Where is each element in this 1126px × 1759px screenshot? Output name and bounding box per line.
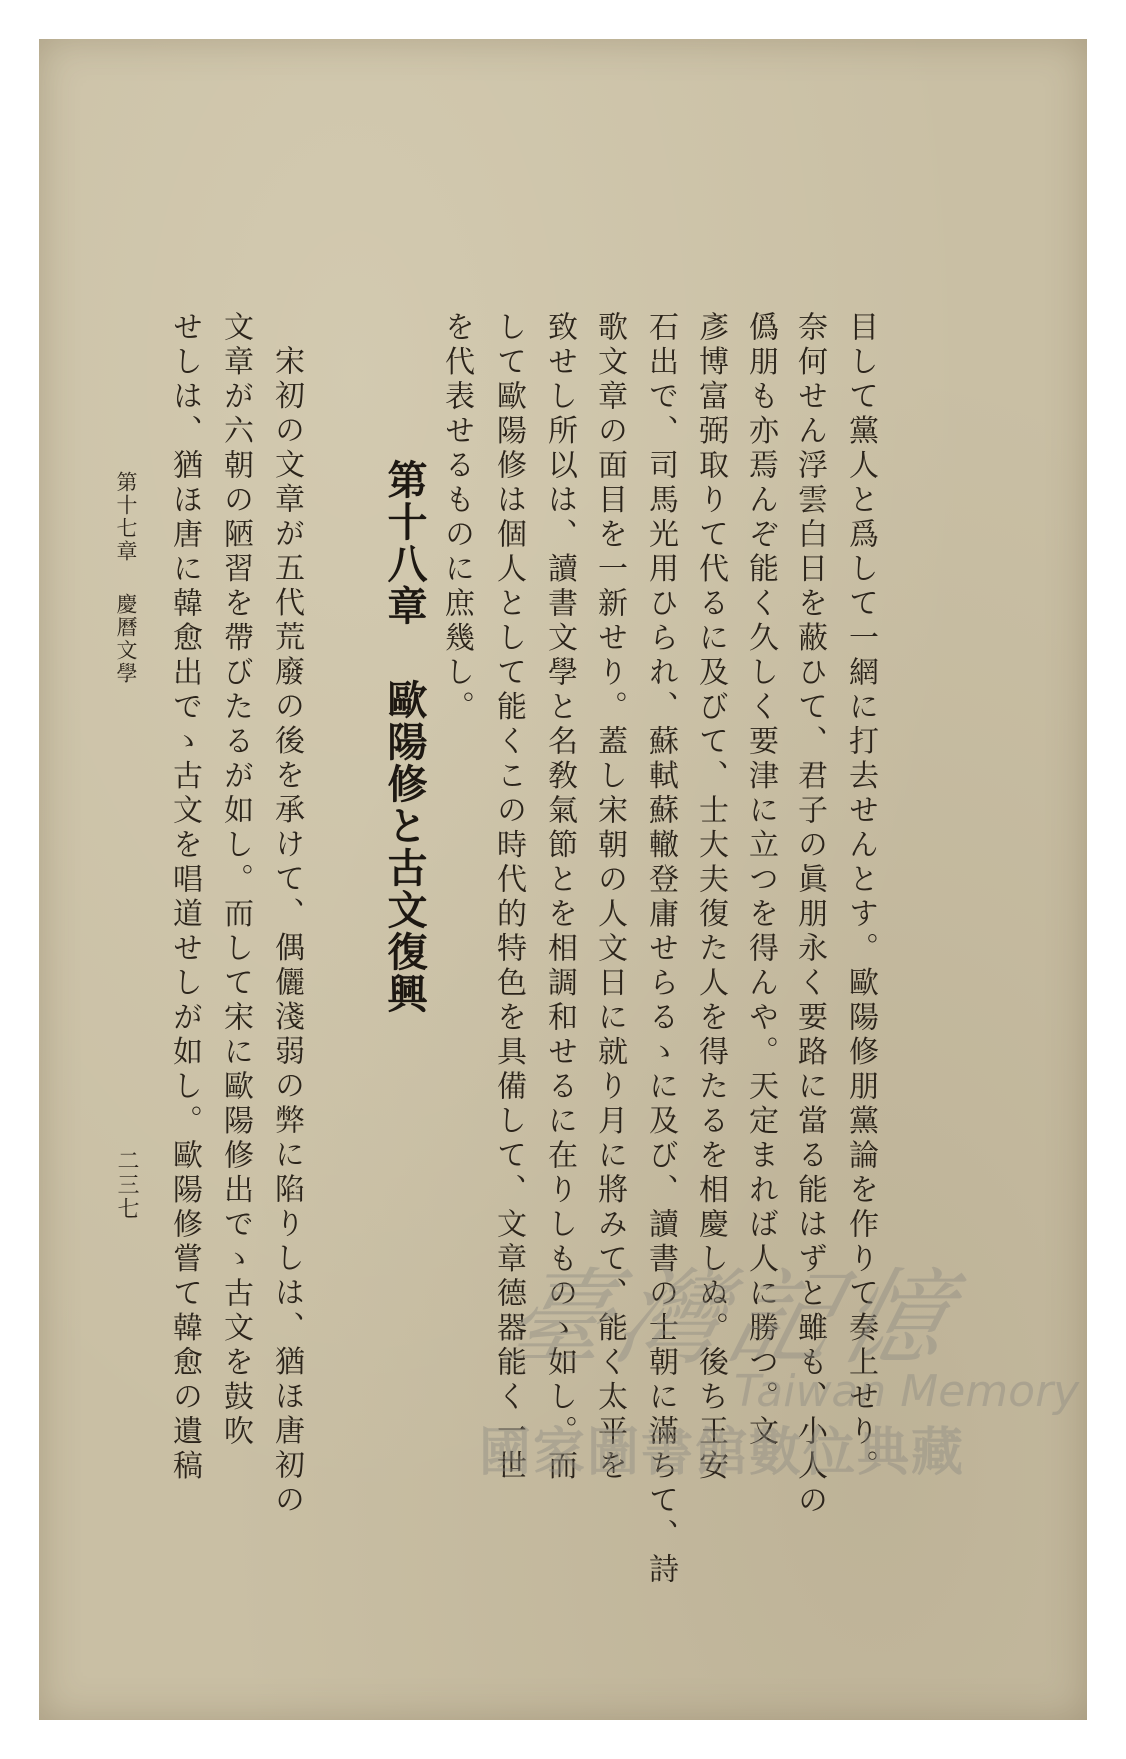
watermark-latin-text: Taiwan Memory [734,1366,1080,1417]
watermark-cursive-text: 臺灣記憶 [491,1257,970,1379]
text-column-4: 彥博富弼取りて代るに及びて、士大夫復た人を得たるを相慶しぬ。後ち王安 [693,311,728,1484]
text-column-6: 歌文章の面目を一新せり。蓋し宋朝の人文日に就り月に將みて、能く太平を [592,311,627,1484]
text-column-1: 目して黨人と爲して一網に打去せんとす。歐陽修朋黨論を作りて奏上せり。 [843,311,878,1484]
section-column-2: 文章が六朝の陋習を帶びたるが如し。而して宋に歐陽修出でゝ古文を鼓吹 [218,311,253,1450]
text-column-5: 石出で、司馬光用ひられ、蘇軾蘇轍登庸せらるゝに及び、讀書の士朝に滿ちて、詩 [643,311,678,1588]
page-number: 二三七 [114,1149,139,1221]
running-head [111,471,141,685]
running-head-chapter: 第十七章 [114,471,138,563]
text-column-2: 奈何せん浮雲白日を蔽ひて、君子の眞朋永く要路に當る能はずと雖も、小人の [792,311,827,1519]
chapter-title: 歐陽修と古文復興 [381,679,427,1015]
section-column-3: せしは、猶ほ唐に韓愈出でゝ古文を唱道せしが如し。歐陽修嘗て韓愈の遺稿 [167,311,202,1484]
section-column-1: 宋初の文章が五代荒廢の後を承けて、偶儷淺弱の弊に陷りしは、猶ほ唐初の [269,345,304,1518]
text-column-8: して歐陽修は個人として能くこの時代的特色を具備して、文章德器能く一世 [491,311,526,1484]
chapter-heading [374,459,434,1015]
text-column-7: 致せし所以は、讀書文學と名敎氣節とを相調和せるに在りしものゝ如し。而 [542,311,577,1484]
chapter-number: 第十八章 [381,459,427,627]
text-column-9: を代表せるものに庶幾し。 [439,311,474,725]
watermark-org-text: 國家圖書館數位典藏 [479,1423,966,1483]
running-head-subject: 慶曆文學 [114,593,138,685]
book-page [39,39,1087,1720]
text-column-3: 僞朋も亦焉んぞ能く久しく要津に立つを得んや。天定まれば人に勝つ。文 [743,311,778,1450]
